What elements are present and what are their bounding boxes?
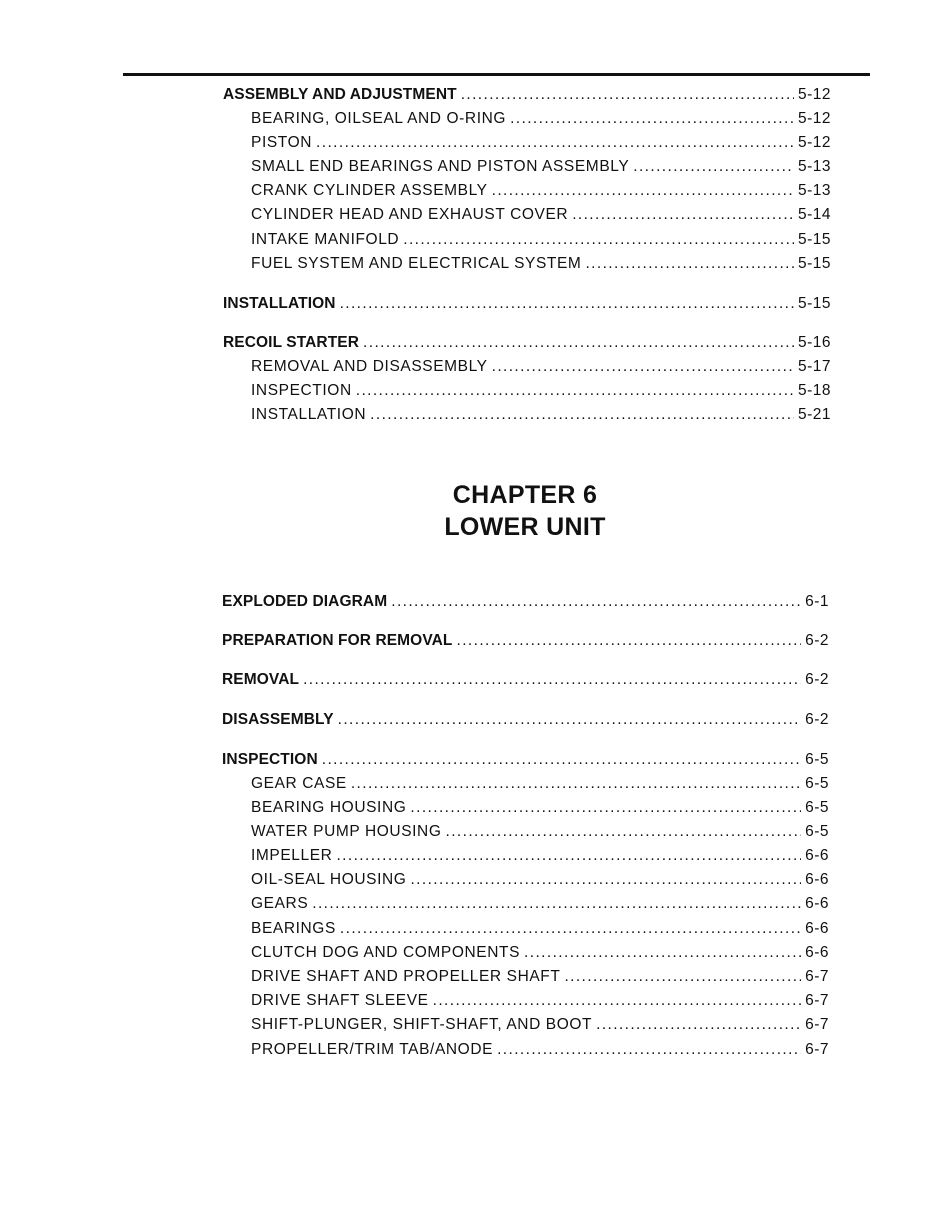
toc-entry[interactable] <box>223 334 831 352</box>
toc-entry[interactable] <box>251 206 831 224</box>
toc-entry-page: 5-16 <box>797 334 831 351</box>
toc-entry-title: INTAKE MANIFOLD <box>251 231 400 248</box>
dot-leader <box>312 895 801 913</box>
toc-entry-title: INSTALLATION <box>251 406 367 423</box>
header-rule <box>123 73 870 76</box>
toc-entry-page: 5-15 <box>797 295 831 312</box>
dot-leader <box>391 593 801 611</box>
toc-entry-page: 6-5 <box>805 751 829 768</box>
toc-entry-title: INSTALLATION <box>223 295 336 312</box>
chapter-heading-title: LOWER UNIT <box>444 513 606 541</box>
toc-entry-page: 5-12 <box>797 86 831 103</box>
toc-entry[interactable] <box>222 593 829 611</box>
toc-entry[interactable] <box>223 86 831 104</box>
toc-entry-page: 6-6 <box>805 847 829 864</box>
toc-entry-title: BEARING HOUSING <box>251 799 407 816</box>
toc-entry-title: PROPELLER/TRIM TAB/ANODE <box>251 1041 494 1058</box>
toc-entry-page: 6-5 <box>805 823 829 840</box>
dot-leader <box>497 1041 801 1059</box>
toc-entry-title: DRIVE SHAFT AND PROPELLER SHAFT <box>251 968 561 985</box>
toc-entry-title: PREPARATION FOR REMOVAL <box>222 632 453 649</box>
dot-leader <box>351 775 801 793</box>
toc-entry-title: OIL-SEAL HOUSING <box>251 871 407 888</box>
toc-entry-title: BEARING, OILSEAL AND O-RING <box>251 110 507 127</box>
toc-entry-title: SMALL END BEARINGS AND PISTON ASSEMBLY <box>251 158 630 175</box>
dot-leader <box>433 992 801 1010</box>
toc-entry[interactable] <box>222 632 829 650</box>
toc-entry-title: WATER PUMP HOUSING <box>251 823 442 840</box>
toc-entry-title: INSPECTION <box>222 751 318 768</box>
dot-leader <box>322 751 801 769</box>
toc-entry-title: BEARINGS <box>251 920 336 937</box>
toc-entry[interactable] <box>251 1041 829 1059</box>
toc-entry-title: ASSEMBLY AND ADJUSTMENT <box>223 86 457 103</box>
toc-entry[interactable] <box>251 406 831 424</box>
toc-entry-page: 5-18 <box>797 382 831 399</box>
toc-entry-title: CLUTCH DOG AND COMPONENTS <box>251 944 521 961</box>
toc-entry[interactable] <box>251 847 829 865</box>
toc-entry-title: REMOVAL <box>222 671 300 688</box>
dot-leader <box>492 358 794 376</box>
dot-leader <box>457 632 802 650</box>
toc-entry[interactable] <box>251 182 831 200</box>
toc-entry-page: 6-5 <box>805 799 829 816</box>
toc-entry[interactable] <box>251 871 829 889</box>
dot-leader <box>340 295 794 313</box>
toc-entry-page: 6-7 <box>805 968 829 985</box>
toc-entry-title: IMPELLER <box>251 847 333 864</box>
toc-entry-title: DRIVE SHAFT SLEEVE <box>251 992 429 1009</box>
toc-entry-title: GEARS <box>251 895 309 912</box>
toc-entry[interactable] <box>251 944 829 962</box>
toc-entry-page: 5-14 <box>797 206 831 223</box>
toc-entry-page: 6-2 <box>805 711 829 728</box>
dot-leader <box>585 255 794 273</box>
toc-entry-title: CYLINDER HEAD AND EXHAUST COVER <box>251 206 569 223</box>
toc-entry-page: 5-13 <box>797 158 831 175</box>
toc-entry[interactable] <box>222 751 829 769</box>
toc-entry[interactable] <box>222 671 829 689</box>
toc-entry-page: 5-17 <box>797 358 831 375</box>
toc-entry-page: 5-12 <box>797 134 831 151</box>
dot-leader <box>524 944 801 962</box>
toc-entry-page: 6-7 <box>805 992 829 1009</box>
chapter-heading-number: CHAPTER 6 <box>452 481 598 509</box>
dot-leader <box>410 799 801 817</box>
toc-entry-title: INSPECTION <box>251 382 352 399</box>
dot-leader <box>336 847 801 865</box>
toc-entry-title: REMOVAL AND DISASSEMBLY <box>251 358 488 375</box>
dot-leader <box>363 334 794 352</box>
toc-entry[interactable] <box>222 711 829 729</box>
dot-leader <box>446 823 802 841</box>
toc-entry[interactable] <box>251 992 829 1010</box>
toc-entry-page: 5-13 <box>797 182 831 199</box>
toc-entry-title: CRANK CYLINDER ASSEMBLY <box>251 182 488 199</box>
toc-entry-title: FUEL SYSTEM AND ELECTRICAL SYSTEM <box>251 255 582 272</box>
dot-leader <box>410 871 801 889</box>
toc-entry[interactable] <box>251 920 829 938</box>
dot-leader <box>633 158 794 176</box>
dot-leader <box>596 1016 801 1034</box>
toc-entry-title: RECOIL STARTER <box>223 334 360 351</box>
toc-entry[interactable] <box>251 134 831 152</box>
dot-leader <box>340 920 801 938</box>
toc-entry-title: GEAR CASE <box>251 775 347 792</box>
toc-entry-page: 6-6 <box>805 895 829 912</box>
toc-entry-title: SHIFT-PLUNGER, SHIFT-SHAFT, AND BOOT <box>251 1016 593 1033</box>
toc-entry-page: 5-12 <box>797 110 831 127</box>
toc-entry-page: 6-6 <box>805 944 829 961</box>
toc-entry-title: DISASSEMBLY <box>222 711 334 728</box>
dot-leader <box>572 206 794 224</box>
toc-entry[interactable] <box>251 775 829 793</box>
toc-entry-page: 6-1 <box>805 593 829 610</box>
dot-leader <box>461 86 794 104</box>
toc-entry-page: 6-2 <box>805 671 829 688</box>
toc-entry[interactable] <box>251 231 831 249</box>
toc-entry-page: 6-2 <box>805 632 829 649</box>
toc-entry-page: 6-7 <box>805 1016 829 1033</box>
toc-entry[interactable] <box>251 110 831 128</box>
toc-entry-page: 5-15 <box>797 255 831 272</box>
toc-entry-page: 5-21 <box>797 406 831 423</box>
toc-entry-page: 6-6 <box>805 920 829 937</box>
toc-entry-title: PISTON <box>251 134 313 151</box>
dot-leader <box>510 110 794 128</box>
toc-entry-title: EXPLODED DIAGRAM <box>222 593 388 610</box>
dot-leader <box>370 406 794 424</box>
toc-entry[interactable] <box>251 1016 829 1034</box>
dot-leader <box>492 182 794 200</box>
toc-entry[interactable] <box>251 823 829 841</box>
toc-entry-page: 6-5 <box>805 775 829 792</box>
toc-entry[interactable] <box>251 799 829 817</box>
toc-entry[interactable] <box>251 158 831 176</box>
toc-entry[interactable] <box>251 895 829 913</box>
toc-entry[interactable] <box>251 255 831 273</box>
toc-entry[interactable] <box>251 968 829 986</box>
dot-leader <box>303 671 801 689</box>
toc-entry-page: 6-7 <box>805 1041 829 1058</box>
toc-entry[interactable] <box>251 382 831 400</box>
toc-entry[interactable] <box>251 358 831 376</box>
toc-entry[interactable] <box>223 295 831 313</box>
dot-leader <box>564 968 801 986</box>
dot-leader <box>403 231 794 249</box>
toc-entry-page: 6-6 <box>805 871 829 888</box>
dot-leader <box>356 382 794 400</box>
dot-leader <box>338 711 801 729</box>
dot-leader <box>316 134 794 152</box>
toc-entry-page: 5-15 <box>797 231 831 248</box>
